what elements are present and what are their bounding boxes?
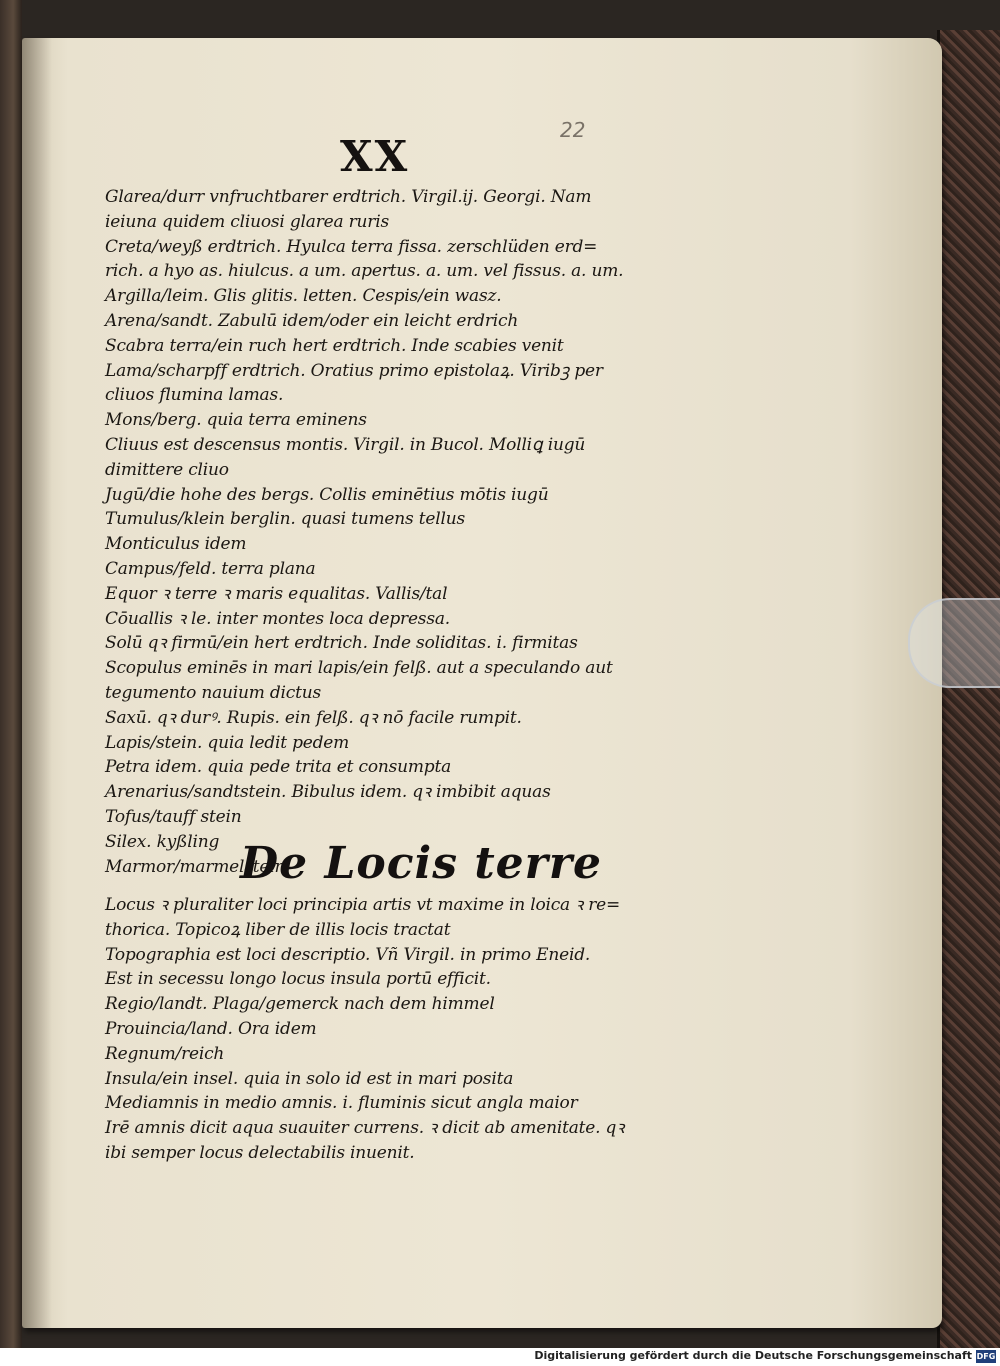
text-line: Prouincia/land. Ora idem (105, 1018, 317, 1039)
text-line: Marmor/marmelstein (105, 856, 286, 877)
text-line: Glarea/durr vnfruchtbarer erdtrich. Virgil.ij. Georgi. Nam (105, 187, 592, 207)
text-block-bottom (105, 893, 715, 1166)
page-gutter-shadow (22, 38, 52, 1328)
text-line: Est in secessu longo locus insula portū efficit. (105, 969, 491, 990)
text-line: Lama/scharpff erdtrich. Oratius primo epistolaꝝ. Viribꝫ per (105, 360, 603, 381)
text-line: Mons/berg. quia terra eminens (105, 410, 367, 431)
text-line: ieiuna quidem cliuosi glarea ruris (105, 211, 389, 232)
text-line: Tofus/tauff stein (105, 806, 242, 827)
text-line: Mediamnis in medio amnis. i. fluminis sicut angla maior (105, 1093, 578, 1114)
page-clip (908, 598, 1000, 688)
text-line: Petra idem. quia pede trita et consumpta (105, 757, 452, 778)
section-heading: De Locis terre (240, 838, 603, 889)
text-line: dimittere cliuo (105, 459, 229, 480)
text-line: Lapis/stein. quia ledit pedem (105, 732, 350, 753)
text-line: Campus/feld. terra plana (105, 558, 316, 579)
text-line: Creta/weyß erdtrich. Hyulca terra fissa. zerschlüden erd= (105, 236, 598, 257)
text-line: Regio/landt. Plaga/gemerck nach dem himmel (105, 994, 495, 1015)
text-line: Arenarius/sandtstein. Bibulus idem. qꝛ imbibit aquas (105, 782, 551, 803)
text-line: Equor ꝛ terre ꝛ maris equalitas. Vallis/tal (105, 583, 448, 604)
text-line: Scopulus eminēs in mari lapis/ein felß. aut a speculando aut (105, 658, 613, 679)
book-binding (0, 0, 22, 1348)
footer-bar (0, 1348, 1000, 1366)
text-line: Argilla/leim. Glis glitis. letten. Cespis/ein wasz. (105, 286, 502, 307)
book-cover-edge (937, 30, 1000, 1348)
text-line: cliuos flumina lamas. (105, 385, 284, 406)
text-line: Cliuus est descensus montis. Virgil. in Bucol. Molliꝗ iugū (105, 434, 586, 455)
text-line: Irē amnis dicit aqua suauiter currens. ꝛ dicit ab amenitate. qꝛ (105, 1118, 625, 1139)
pencil-page-number: 22 (560, 118, 586, 142)
text-line: Cōuallis ꝛ le. inter montes loca depressa. (105, 608, 450, 629)
text-line: Topographia est loci descriptio. Vñ Virgil. in primo Eneid. (105, 944, 591, 965)
funding-credit: Digitalisierung gefördert durch die Deutsche Forschungsgemeinschaft (534, 1349, 972, 1362)
text-line: Arena/sandt. Zabulū idem/oder ein leicht erdrich (105, 310, 519, 331)
text-line: thorica. Topicoꝝ liber de illis locis tractat (105, 919, 451, 940)
text-line: tegumento nauium dictus (105, 682, 322, 703)
dfg-logo: DFG (976, 1352, 996, 1361)
text-line: Monticulus idem (105, 534, 247, 555)
folio-number: XX (340, 132, 410, 181)
text-block-top (105, 185, 715, 879)
text-line: Silex. kyßling (105, 831, 220, 852)
text-line: Saxū. qꝛ durꝰ. Rupis. ein felß. qꝛ nō facile rumpit. (105, 707, 522, 728)
text-line: Insula/ein insel. quia in solo id est in mari posita (105, 1068, 514, 1089)
text-line: ibi semper locus delectabilis inuenit. (105, 1142, 415, 1163)
text-line: Tumulus/klein berglin. quasi tumens tellus (105, 509, 465, 530)
text-line: rich. a hyo as. hiulcus. a um. apertus. a. um. vel fissus. a. um. (105, 261, 624, 282)
text-line: Locus ꝛ pluraliter loci principia artis vt maxime in loica ꝛ re= (105, 895, 621, 915)
text-line: Solū qꝛ firmū/ein hert erdtrich. Inde soliditas. i. firmitas (105, 633, 578, 654)
text-line: Jugū/die hohe des bergs. Collis eminētius mōtis iugū (105, 484, 549, 505)
text-line: Regnum/reich (105, 1043, 225, 1064)
text-line: Scabra terra/ein ruch hert erdtrich. Inde scabies venit (105, 335, 564, 356)
